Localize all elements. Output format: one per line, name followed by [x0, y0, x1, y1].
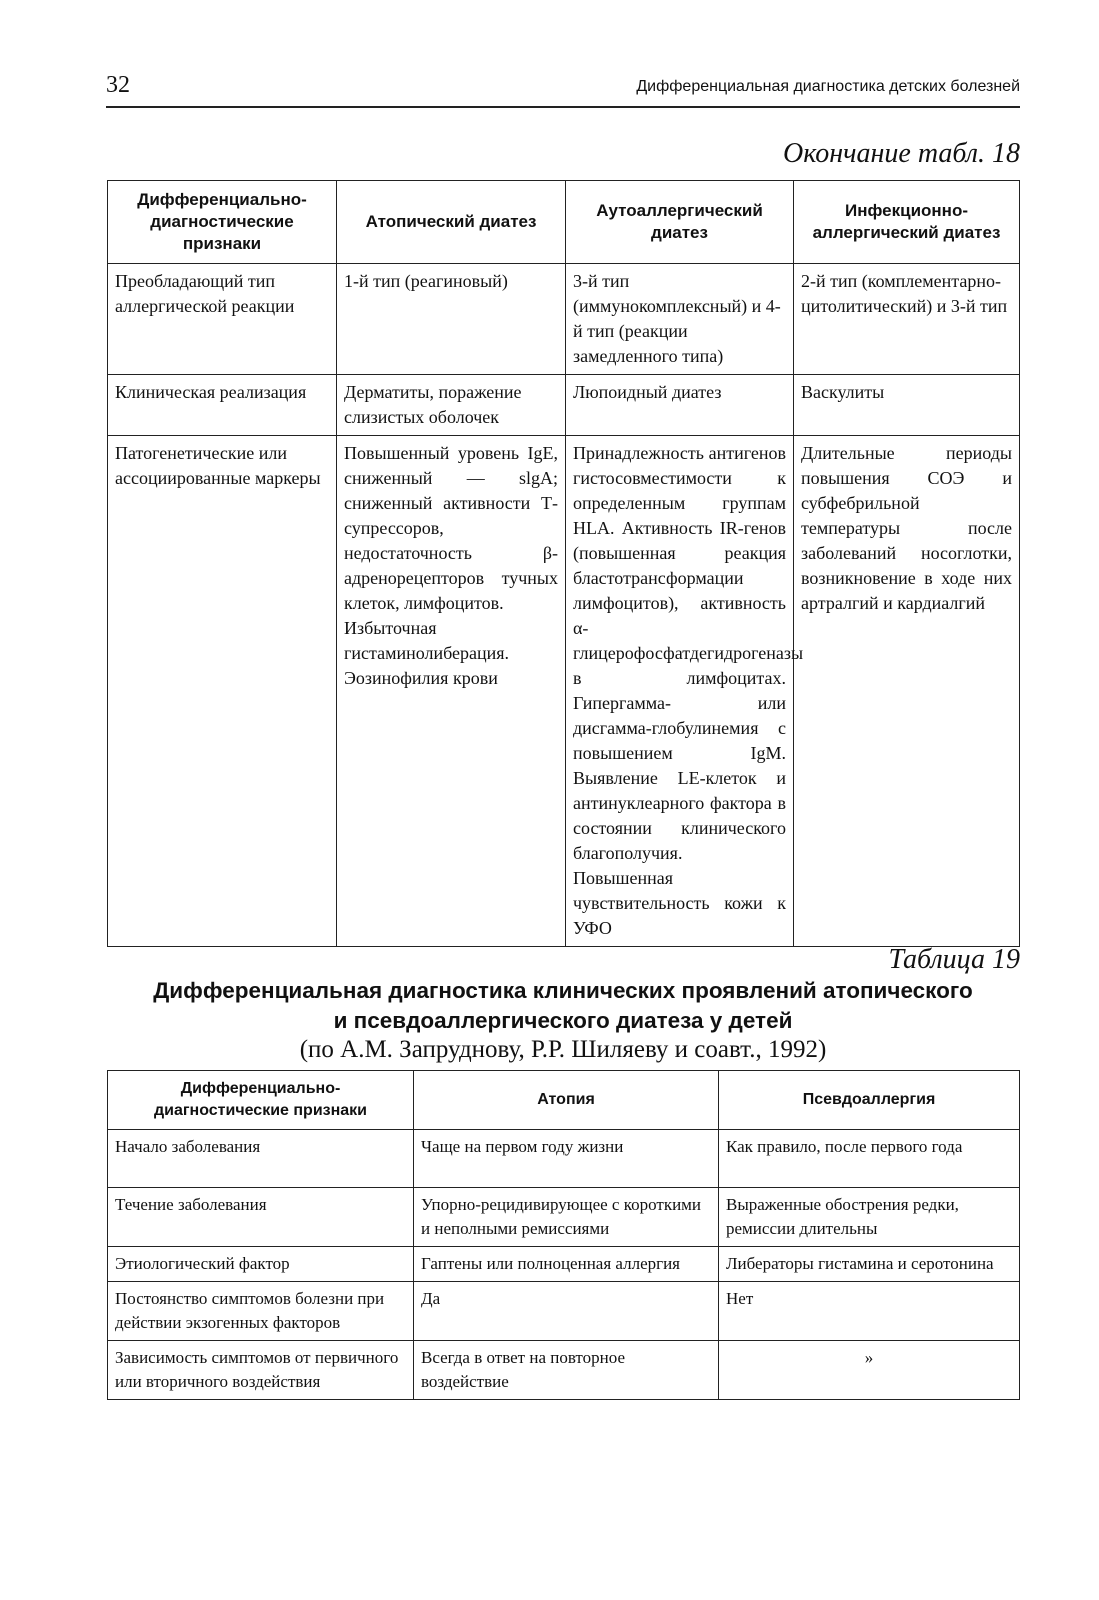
- row-label: Зависимость симптомов от первичного или вторичного воздействия: [108, 1341, 414, 1400]
- table-row: [108, 1341, 1020, 1400]
- table-cell: [337, 436, 566, 947]
- row-label: Начало заболевания: [108, 1130, 414, 1188]
- table-cell: Как правило, после первого года: [719, 1130, 1020, 1188]
- table-19: [107, 1070, 1020, 1400]
- table-row: [108, 1130, 1020, 1188]
- row-label: Течение заболевания: [108, 1188, 414, 1247]
- table-cell: Дерматиты, поражение слизистых оболочек: [337, 375, 566, 436]
- table-cell: 3-й тип (иммунокомплексный) и 4-й тип (реакции замедленного типа): [566, 264, 794, 375]
- cell-paragraph: Повышенный уровень IgE, сниженный — slgA; сниженный активности Т-супрессоров, недостаточность β-адренорецепторов тучных клеток, лимфоцитов.: [344, 443, 558, 613]
- title-line: и псевдоаллергического диатеза у детей: [333, 1008, 793, 1033]
- cell-paragraph: Избыточная гистаминолиберация. Эозинофилия крови: [344, 618, 510, 688]
- table-cell: Принадлежность антигенов гистосовместимости к определенным группам HLA. Активность IR-генов (повышенная реакция бластотрансформации лимфоцитов), активность α-глицерофосфатдегидрогеназы в лимфоцитах. Гипергамма- или дисгамма-глобулинемия с повышением IgM. Выявление LE-клеток и антинуклеарного фактора в состоянии клинического благополучия. Повышенная чувствительность кожи к УФО: [566, 436, 794, 947]
- table-cell: Васкулиты: [794, 375, 1020, 436]
- row-label: Этиологический фактор: [108, 1247, 414, 1282]
- table-cell: Выраженные обострения редки, ремиссии длительны: [719, 1188, 1020, 1247]
- page-number: 32: [106, 72, 130, 98]
- table-cell: Да: [414, 1282, 719, 1341]
- column-header: Аутоаллергический диатез: [566, 181, 794, 264]
- table-cell: 1-й тип (реагиновый): [337, 264, 566, 375]
- title-line: Дифференциальная диагностика клинических проявлений атопического: [153, 978, 973, 1003]
- table19-authors: (по А.М. Запруднову, Р.Р. Шиляеву и соавт., 1992): [299, 1036, 827, 1063]
- table-row: [108, 375, 1020, 436]
- table-cell: Упорно-рецидивирующее с короткими и неполными ремиссиями: [414, 1188, 719, 1247]
- table-row: [108, 1247, 1020, 1282]
- table-cell: Либераторы гистамина и серотонина: [719, 1247, 1020, 1282]
- header-rule: [106, 106, 1020, 108]
- table-cell: Всегда в ответ на повторное воздействие: [414, 1341, 719, 1400]
- column-header: Атопический диатез: [337, 181, 566, 264]
- row-label: Постоянство симптомов болезни при действии экзогенных факторов: [108, 1282, 414, 1341]
- column-header: Дифференциально-диагностические признаки: [108, 1071, 414, 1130]
- table19-title: [107, 976, 1019, 1036]
- table-cell: Гаптены или полноценная аллергия: [414, 1247, 719, 1282]
- table-cell: Чаще на первом году жизни: [414, 1130, 719, 1188]
- table19-caption: Таблица 19: [888, 944, 1020, 975]
- table-cell: Длительные периоды повышения СОЭ и субфебрильной температуры после заболеваний носоглотки, возникновение в ходе них артралгий и кардиалгий: [794, 436, 1020, 947]
- table-row: [108, 436, 1020, 947]
- row-label: Преобладающий тип аллергической реакции: [108, 264, 337, 375]
- table-18: [107, 180, 1020, 947]
- column-header: Инфекционно-аллергический диатез: [794, 181, 1020, 264]
- row-label: Патогенетические или ассоциированные маркеры: [108, 436, 337, 947]
- column-header: Псевдоаллергия: [719, 1071, 1020, 1130]
- table-row: [108, 1188, 1020, 1247]
- table-cell: Люпоидный диатез: [566, 375, 794, 436]
- table-header-row: [108, 1071, 1020, 1130]
- table-cell: 2-й тип (комплементарно-цитолитический) и 3-й тип: [794, 264, 1020, 375]
- table-row: [108, 1282, 1020, 1341]
- column-header: Атопия: [414, 1071, 719, 1130]
- table18-continuation-label: Окончание табл. 18: [783, 138, 1020, 169]
- table-row: [108, 264, 1020, 375]
- running-title: Дифференциальная диагностика детских болезней: [636, 78, 1020, 95]
- column-header: Дифференциально-диагностические признаки: [108, 181, 337, 264]
- table-header-row: [108, 181, 1020, 264]
- row-label: Клиническая реализация: [108, 375, 337, 436]
- table-cell: Нет: [719, 1282, 1020, 1341]
- table-cell: »: [719, 1341, 1020, 1400]
